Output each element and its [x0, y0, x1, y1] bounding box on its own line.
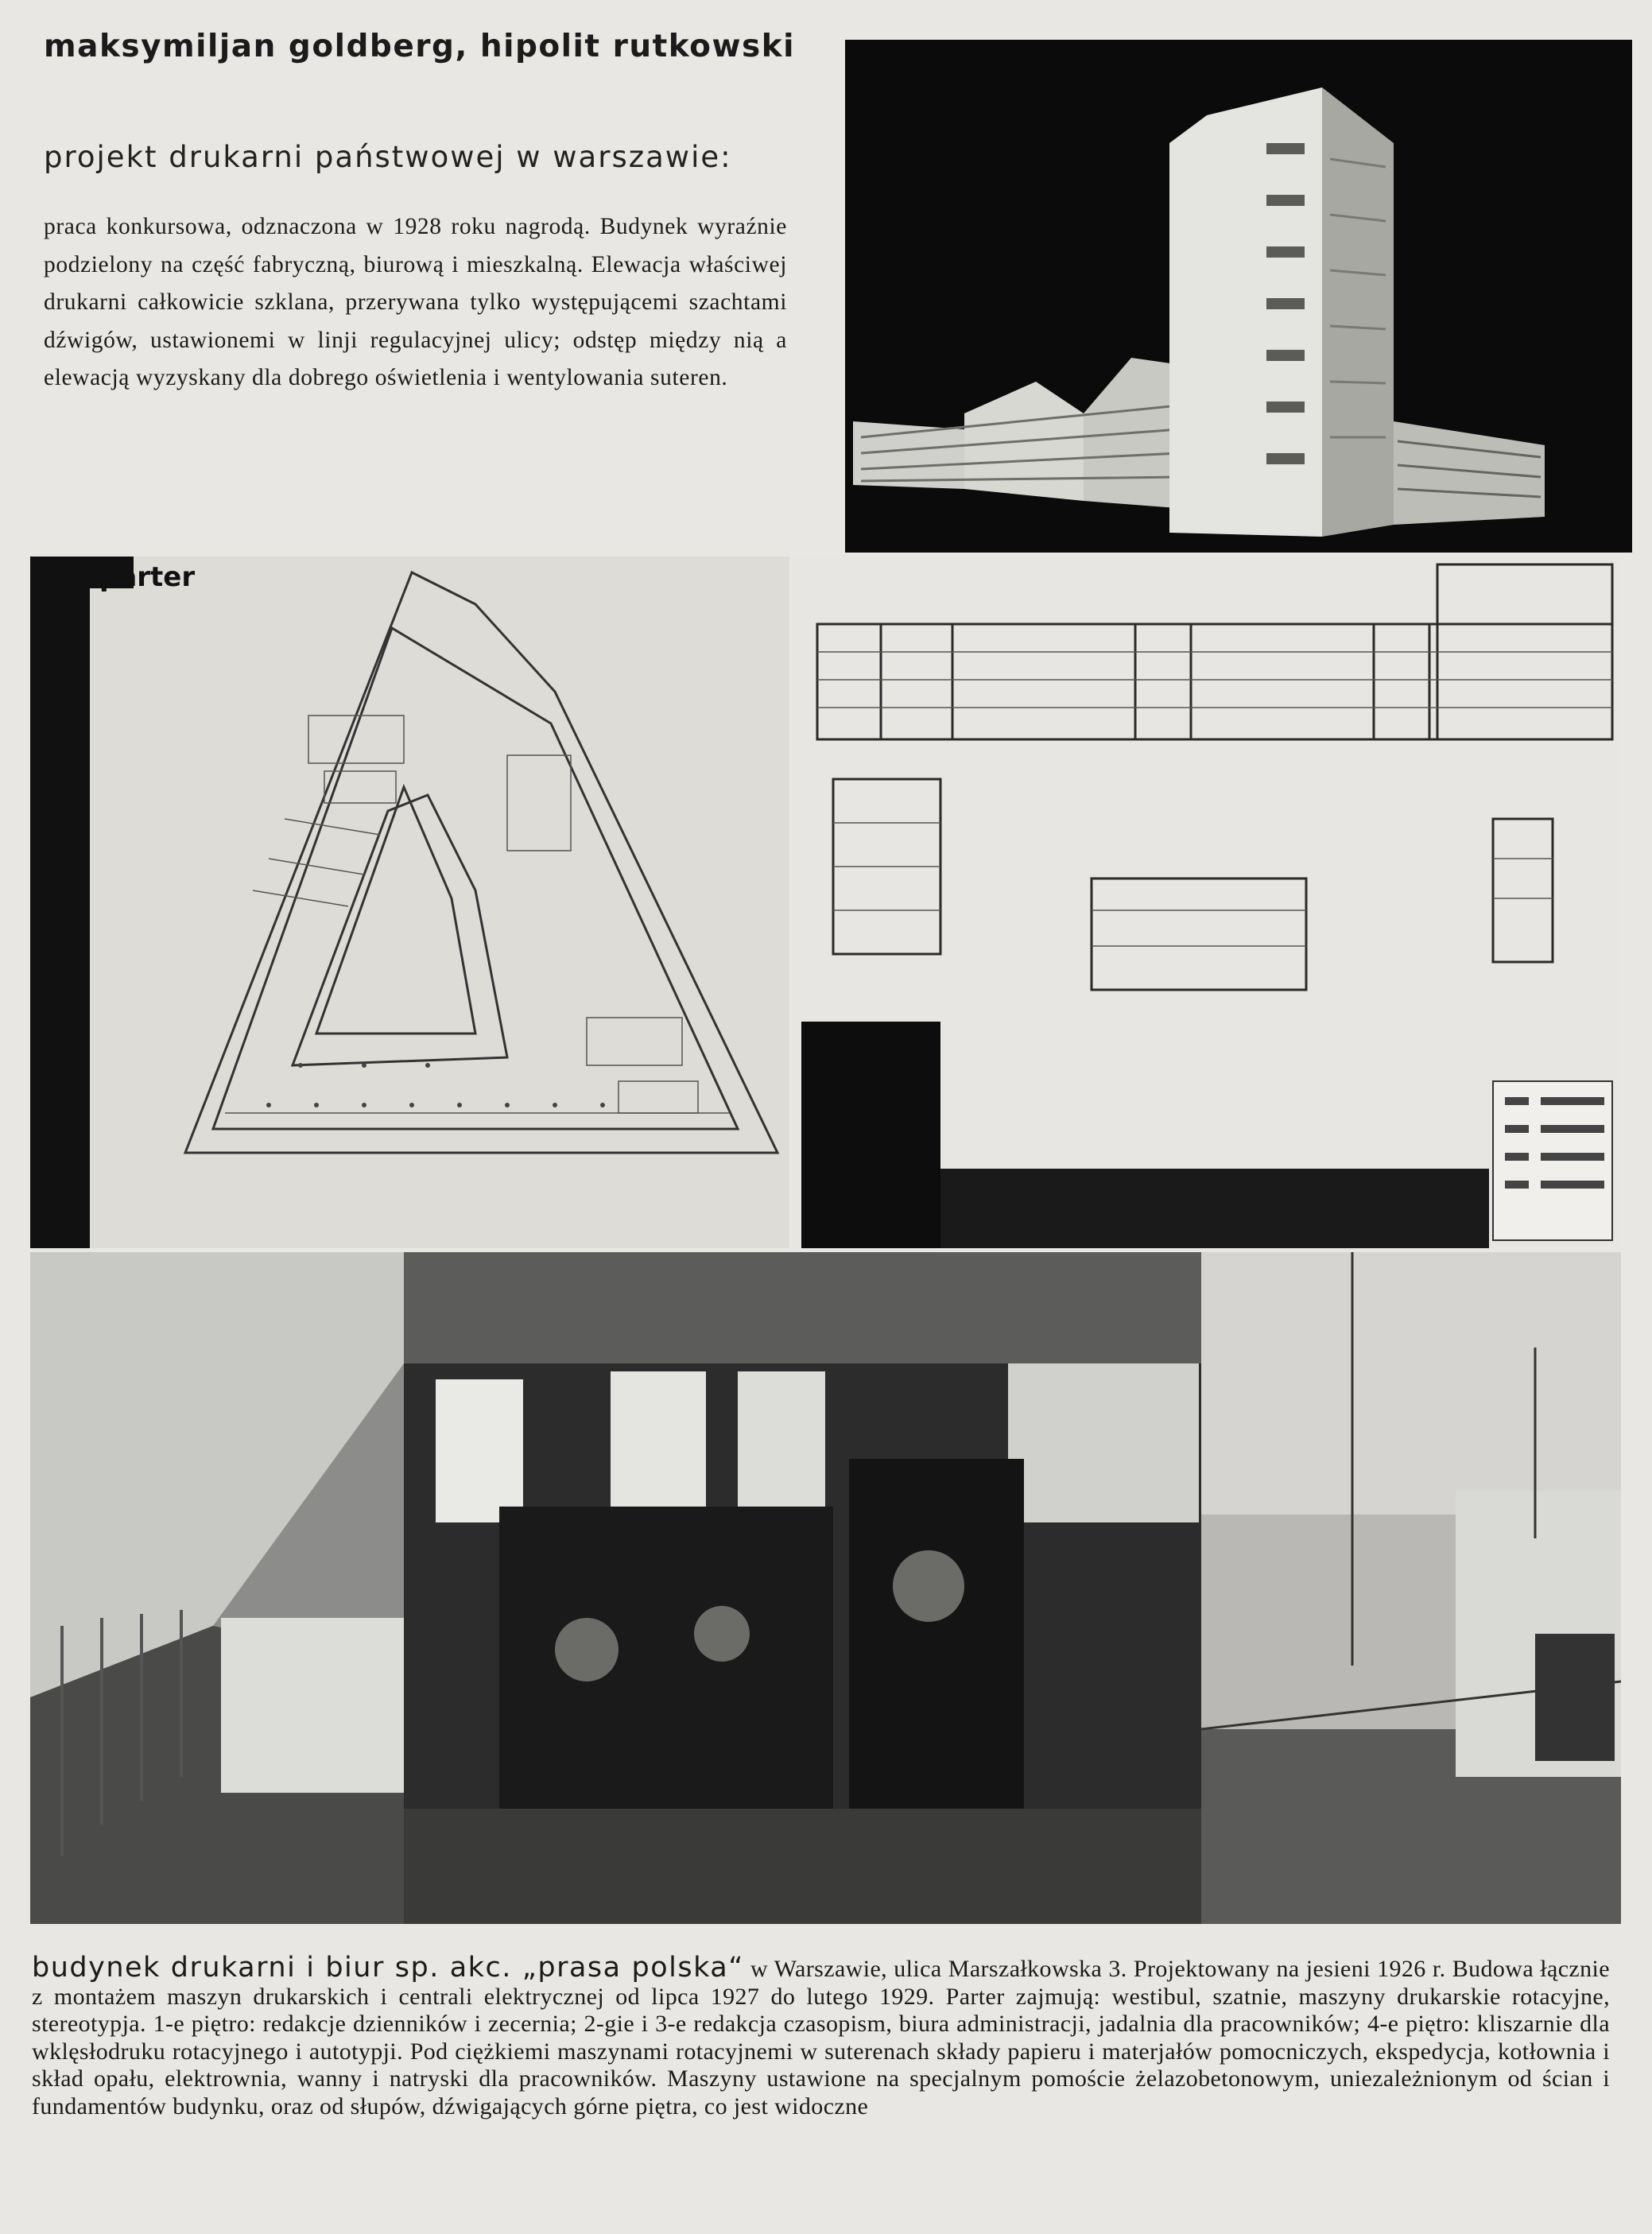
- elevations-and-sections: [793, 557, 1622, 1248]
- plan-label: parter: [99, 561, 196, 593]
- ground-floor-plan: [30, 557, 789, 1248]
- building-rendering-photo: [845, 40, 1632, 553]
- corridor-interior-photo: [30, 1252, 404, 1924]
- building-caption: [32, 1954, 1610, 2120]
- article-authors: maksymiljan goldberg, hipolit rutkowski: [44, 29, 796, 64]
- caption-lead: budynek drukarni i biur sp. akc. „prasa polska“: [32, 1952, 744, 1984]
- press-hall-photo: [404, 1252, 1201, 1924]
- intro-paragraph: praca konkursowa, odznaczona w 1928 roku nagrodą. Budynek wyraźnie podzielony na część fabryczną, biurową i mieszkalną. Elewacja właściwej drukarni całkowicie szklana, przerywana tylko występującemi szachtami dźwigów, ustawionemi w linji regulacyjnej ulicy; odstęp między nią a elewacją wyzyskany dla dobrego oświetlenia i wentylowania suteren.: [44, 214, 787, 390]
- machine-hall-photo: [1201, 1252, 1621, 1924]
- project-title: projekt drukarni państwowej w warszawie:: [44, 140, 732, 174]
- caption-body: w Warszawie, ulica Marszałkowska 3. Projektowany na jesieni 1926 r. Budowa łącznie z montażem maszyn drukarskich i centrali elektrycznej od lipca 1927 do lutego 1929. Parter zajmują: westibul, szatnie, maszyny drukarskie rotacyjne, stereotypja. 1-e piętro: redakcje dzienników i zecernia; 2-gie i 3-e redakcja czasopism, biura administracji, jadalnia dla pracowników; 4-e piętro: kliszarnie dla wklęsłodruku rotacyjnego i autotypji. Pod ciężkiemi maszynami rotacyjnemi w suterenach składy papieru i materjałów pomocniczych, ekspedycja, kotłownia i skład opału, elektrownia, wanny i natryski dla pracowników. Maszyny ustawione na specjalnym pomoście żelazobetonowym, uniezależnionym od ścian i fundamentów budynku, oraz od słupów, dźwigających górne piętra, co jest widoczne: [32, 1956, 1610, 2120]
